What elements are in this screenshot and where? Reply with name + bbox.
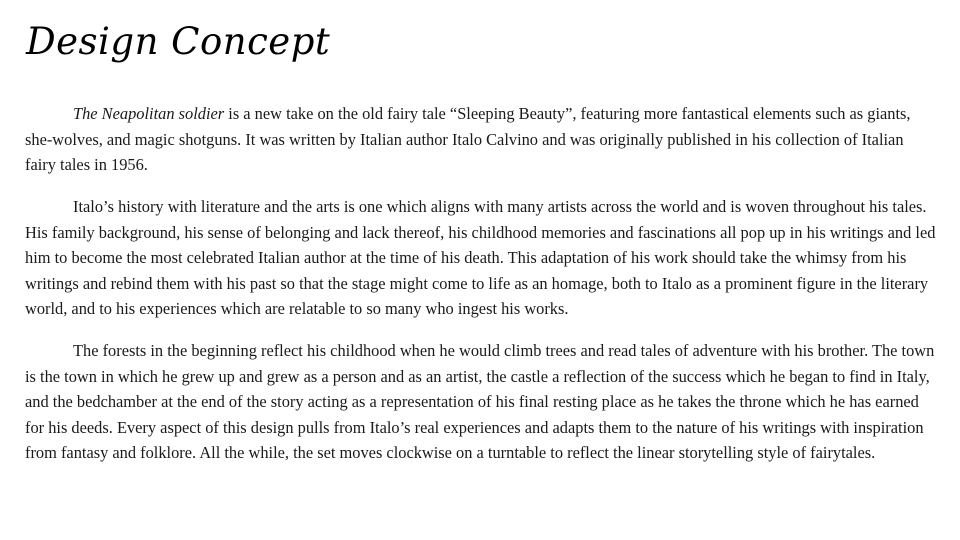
paragraph-history-text: Italo’s history with literature and the arts is one which aligns with many artists across the world and is woven throughout his tales. His family background, his sense of belonging and lack thereof, his childhood memories and fascinations all pop up in his writings and led him to become the most celebrated Italian author at the time of his death. This adaptation of his work should take the whimsy from his writings and rebind them with his past so that the stage might come to life as an homage, both to Italo as a prominent figure in the literary world, and to his experiences which are relatable to so many who ingest his works. <box>25 197 936 318</box>
paragraph-intro <box>25 101 937 178</box>
paragraph-settings <box>25 338 937 466</box>
slide-body <box>25 101 937 482</box>
slide-title: Design Concept <box>26 20 331 63</box>
paragraph-intro-text: is a new take on the old fairy tale “Sleeping Beauty”, featuring more fantastical elements such as giants, she-wolves, and magic shotguns. It was written by Italian author Italo Calvino and was originally published in his collection of Italian fairy tales in 1956. <box>25 104 911 174</box>
work-title-italic: The Neapolitan soldier <box>73 104 225 123</box>
paragraph-history <box>25 194 937 322</box>
paragraph-settings-text: The forests in the beginning reflect his childhood when he would climb trees and read tales of adventure with his brother. The town is the town in which he grew up and grew as a person and as an artist, the castle a reflection of the success which he began to find in Italy, and the bedchamber at the end of the story acting as a representation of his final resting place as he takes the throne which he has earned for his deeds. Every aspect of this design pulls from Italo’s real experiences and adapts them to the nature of his writings with inspiration from fantasy and folklore. All the while, the set moves clockwise on a turntable to reflect the linear storytelling style of fairytales. <box>25 341 935 462</box>
